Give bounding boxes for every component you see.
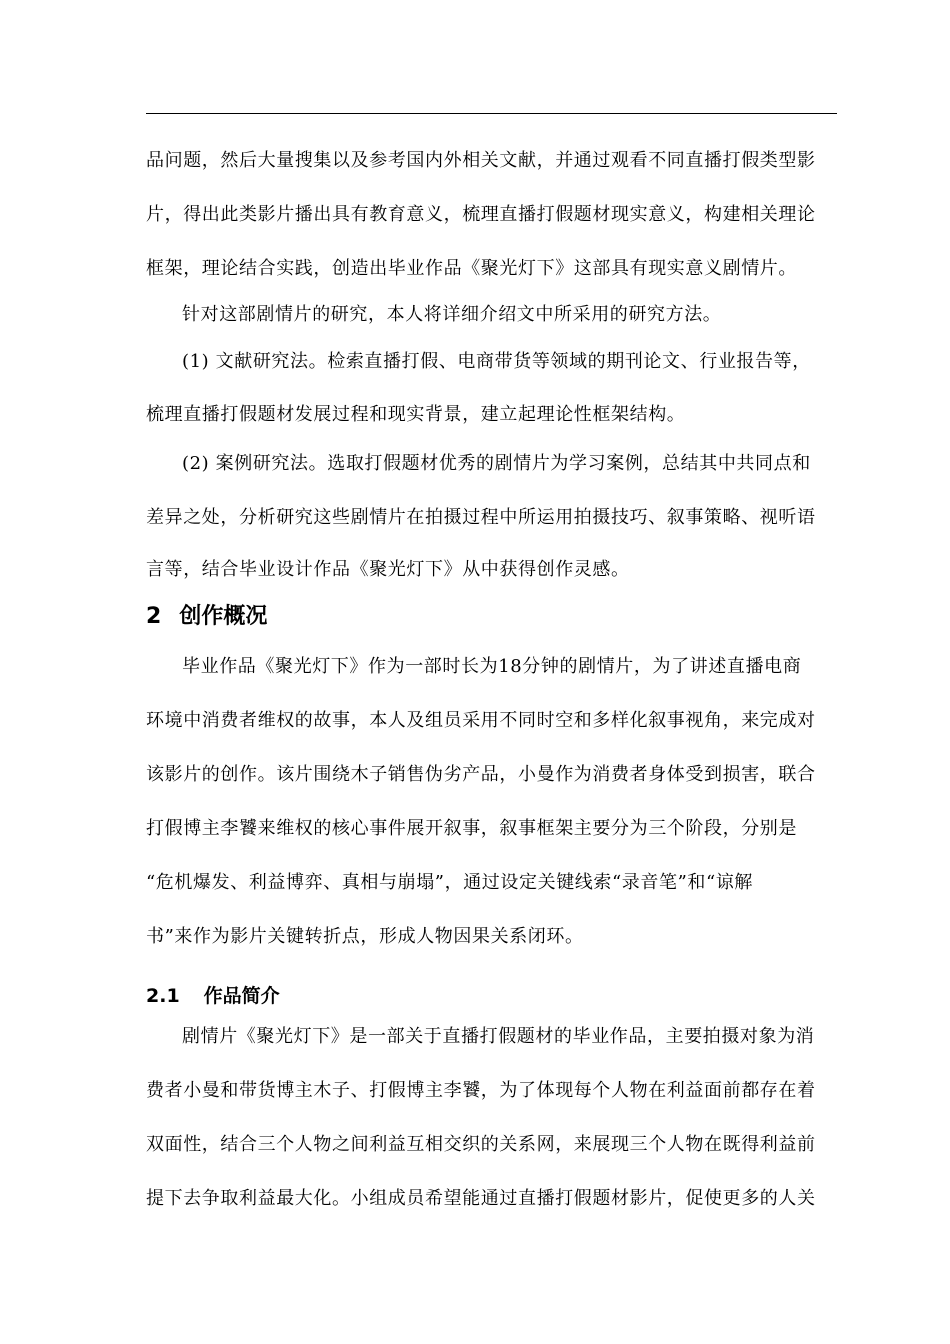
text-line: 环境中消费者维权的故事，本人及组员采用不同时空和多样化叙事视角，来完成对 bbox=[146, 710, 816, 731]
text-line: 梳理直播打假题材发展过程和现实背景，建立起理论性框架结构。 bbox=[146, 404, 686, 425]
list-item-2: (2) 案例研究法。选取打假题材优秀的剧情片为学习案例，总结其中共同点和 bbox=[182, 453, 811, 474]
text-line: 双面性，结合三个人物之间利益互相交织的关系网，来展现三个人物在既得利益前 bbox=[146, 1134, 816, 1155]
text-line: “危机爆发、利益博弈、真相与崩塌”，通过设定关键线索“录音笔”和“谅解 bbox=[146, 872, 754, 893]
list-item-1: (1) 文献研究法。检索直播打假、电商带货等领域的期刊论文、行业报告等， bbox=[182, 351, 811, 372]
text-line: 差异之处，分析研究这些剧情片在拍摄过程中所运用拍摄技巧、叙事策略、视听语 bbox=[146, 507, 816, 528]
text-line: 毕业作品《聚光灯下》作为一部时长为18分钟的剧情片，为了讲述直播电商 bbox=[182, 656, 802, 677]
text-line: 片，得出此类影片播出具有教育意义，梳理直播打假题材现实意义，构建相关理论 bbox=[146, 204, 816, 225]
text-line: 剧情片《聚光灯下》是一部关于直播打假题材的毕业作品，主要拍摄对象为消 bbox=[182, 1026, 815, 1047]
section-number: 2 bbox=[146, 604, 162, 629]
subsection-number: 2.1 bbox=[146, 985, 180, 1007]
section-heading bbox=[146, 603, 267, 631]
text-line: 书”来作为影片关键转折点，形成人物因果关系闭环。 bbox=[146, 926, 584, 947]
text-line: 提下去争取利益最大化。小组成员希望能通过直播打假题材影片，促使更多的人关 bbox=[146, 1188, 816, 1209]
text-line: 言等，结合毕业设计作品《聚光灯下》从中获得创作灵感。 bbox=[146, 559, 630, 580]
section-title: 创作概况 bbox=[179, 604, 268, 629]
header-rule bbox=[146, 113, 837, 114]
text-line: 框架，理论结合实践，创造出毕业作品《聚光灯下》这部具有现实意义剧情片。 bbox=[146, 258, 797, 279]
subsection-heading bbox=[146, 984, 280, 1008]
text-line: 打假博主李饕来维权的核心事件展开叙事，叙事框架主要分为三个阶段，分别是 bbox=[146, 818, 797, 839]
text-line: 针对这部剧情片的研究，本人将详细介绍文中所采用的研究方法。 bbox=[182, 304, 722, 325]
text-line: 品问题，然后大量搜集以及参考国内外相关文献，并通过观看不同直播打假类型影 bbox=[146, 150, 816, 171]
subsection-title: 作品简介 bbox=[203, 985, 280, 1007]
text-line: 该影片的创作。该片围绕木子销售伪劣产品，小曼作为消费者身体受到损害，联合 bbox=[146, 764, 816, 785]
text-line: 费者小曼和带货博主木子、打假博主李饕，为了体现每个人物在利益面前都存在着 bbox=[146, 1080, 816, 1101]
